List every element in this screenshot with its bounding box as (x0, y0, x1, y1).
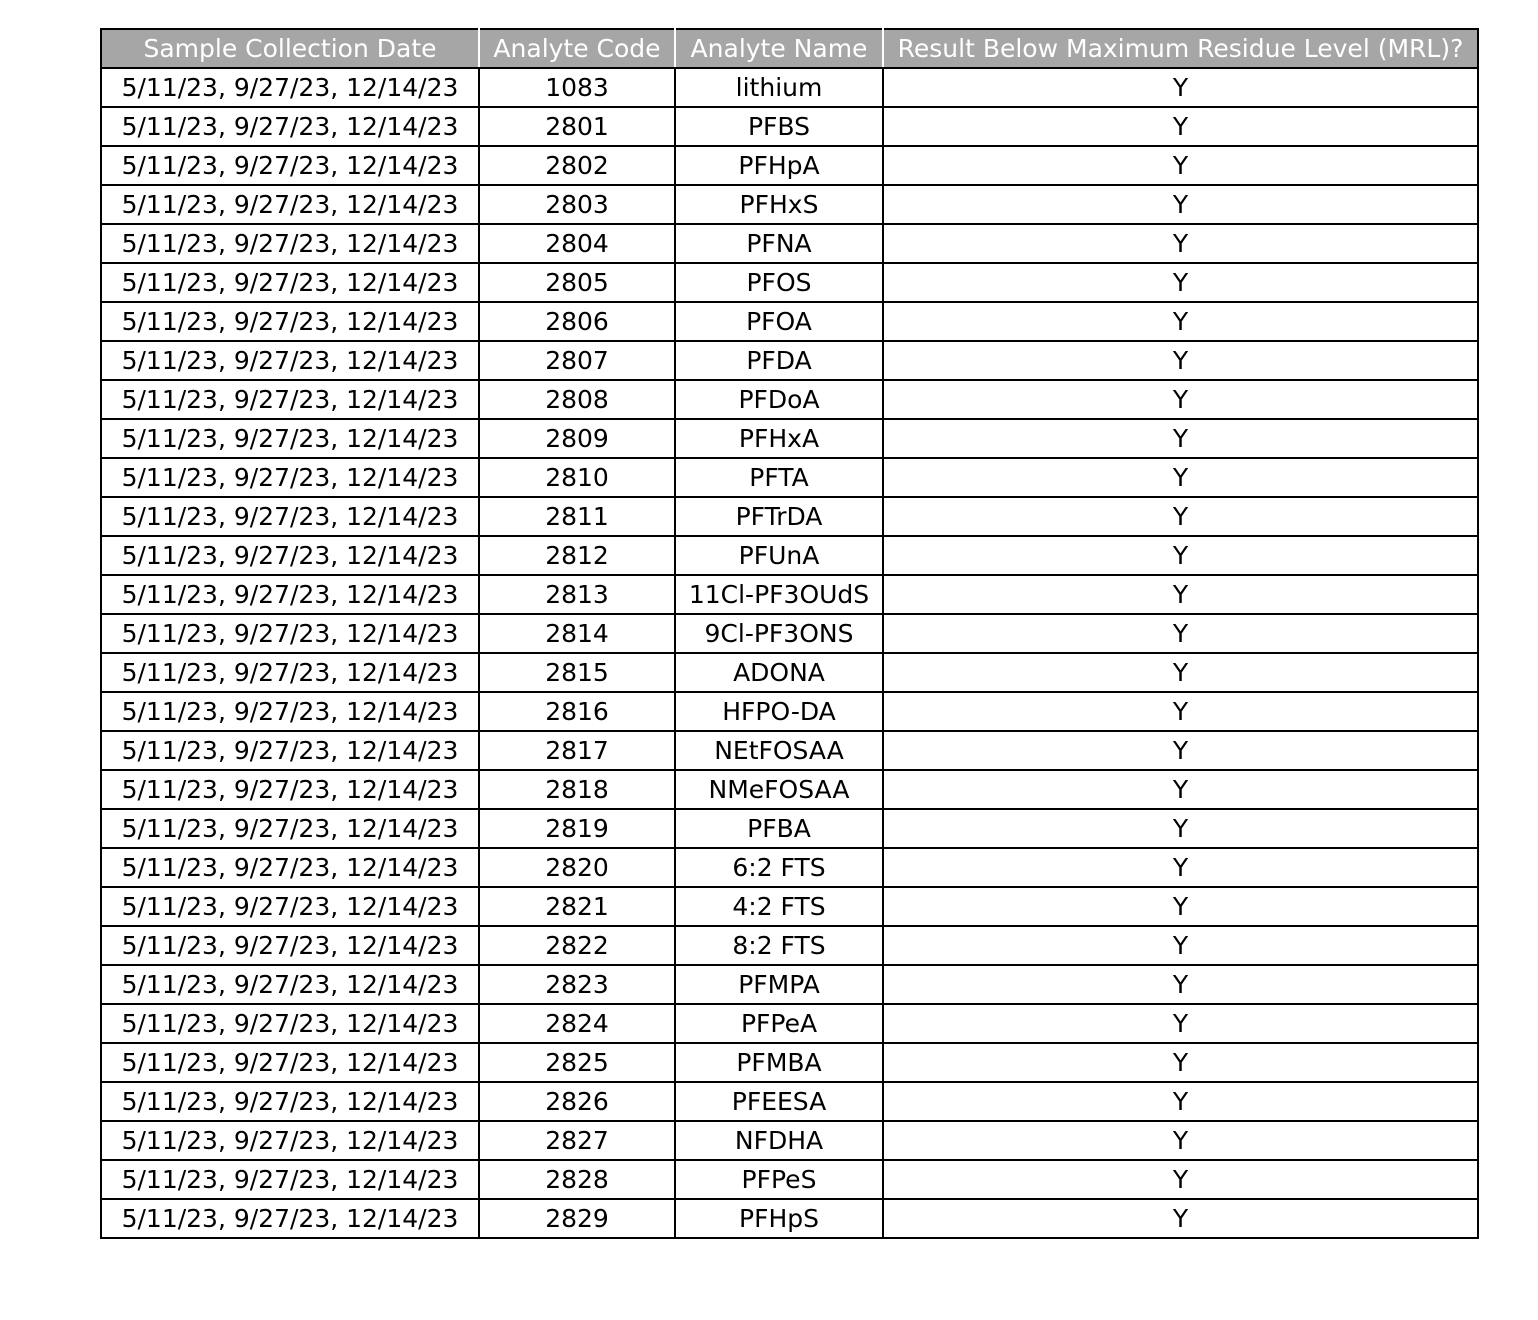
sample-date-cell: 5/11/23, 9/27/23, 12/14/23 (101, 1160, 479, 1199)
analyte-code-cell: 2801 (479, 107, 675, 146)
analyte-code-cell: 1083 (479, 68, 675, 107)
header-analyte-code: Analyte Code (479, 29, 675, 68)
analyte-code-cell: 2826 (479, 1082, 675, 1121)
analyte-name-cell: PFUnA (675, 536, 883, 575)
analyte-code-cell: 2807 (479, 341, 675, 380)
sample-date-cell: 5/11/23, 9/27/23, 12/14/23 (101, 965, 479, 1004)
result-below-mrl-cell: Y (883, 1004, 1478, 1043)
result-below-mrl-cell: Y (883, 380, 1478, 419)
sample-date-cell: 5/11/23, 9/27/23, 12/14/23 (101, 809, 479, 848)
sample-date-cell: 5/11/23, 9/27/23, 12/14/23 (101, 1199, 479, 1238)
result-below-mrl-cell: Y (883, 185, 1478, 224)
analyte-code-cell: 2815 (479, 653, 675, 692)
result-below-mrl-cell: Y (883, 302, 1478, 341)
analyte-name-cell: 6:2 FTS (675, 848, 883, 887)
result-below-mrl-cell: Y (883, 731, 1478, 770)
analyte-code-cell: 2813 (479, 575, 675, 614)
header-row (101, 29, 1478, 68)
result-below-mrl-cell: Y (883, 692, 1478, 731)
table-row (101, 68, 1478, 107)
sample-date-cell: 5/11/23, 9/27/23, 12/14/23 (101, 614, 479, 653)
sample-date-cell: 5/11/23, 9/27/23, 12/14/23 (101, 185, 479, 224)
result-below-mrl-cell: Y (883, 614, 1478, 653)
analyte-name-cell: PFBS (675, 107, 883, 146)
result-below-mrl-cell: Y (883, 536, 1478, 575)
result-below-mrl-cell: Y (883, 1199, 1478, 1238)
table-row (101, 809, 1478, 848)
analyte-name-cell: PFOA (675, 302, 883, 341)
result-below-mrl-cell: Y (883, 263, 1478, 302)
table-row (101, 848, 1478, 887)
table-row (101, 458, 1478, 497)
header-analyte-name: Analyte Name (675, 29, 883, 68)
result-below-mrl-cell: Y (883, 419, 1478, 458)
analyte-name-cell: PFHxS (675, 185, 883, 224)
analyte-code-cell: 2828 (479, 1160, 675, 1199)
table-row (101, 380, 1478, 419)
sample-date-cell: 5/11/23, 9/27/23, 12/14/23 (101, 224, 479, 263)
analyte-code-cell: 2820 (479, 848, 675, 887)
analyte-code-cell: 2824 (479, 1004, 675, 1043)
result-below-mrl-cell: Y (883, 887, 1478, 926)
analyte-name-cell: PFDoA (675, 380, 883, 419)
analyte-code-cell: 2808 (479, 380, 675, 419)
sample-date-cell: 5/11/23, 9/27/23, 12/14/23 (101, 536, 479, 575)
table-row (101, 965, 1478, 1004)
analyte-name-cell: PFPeA (675, 1004, 883, 1043)
result-below-mrl-cell: Y (883, 965, 1478, 1004)
analyte-code-cell: 2819 (479, 809, 675, 848)
analyte-code-cell: 2825 (479, 1043, 675, 1082)
analyte-code-cell: 2812 (479, 536, 675, 575)
result-below-mrl-cell: Y (883, 653, 1478, 692)
analyte-name-cell: ADONA (675, 653, 883, 692)
analyte-name-cell: PFHxA (675, 419, 883, 458)
table-row (101, 1004, 1478, 1043)
result-below-mrl-cell: Y (883, 146, 1478, 185)
sample-date-cell: 5/11/23, 9/27/23, 12/14/23 (101, 146, 479, 185)
sample-date-cell: 5/11/23, 9/27/23, 12/14/23 (101, 341, 479, 380)
table-row (101, 1199, 1478, 1238)
table-row (101, 536, 1478, 575)
sample-date-cell: 5/11/23, 9/27/23, 12/14/23 (101, 1082, 479, 1121)
result-below-mrl-cell: Y (883, 497, 1478, 536)
sample-date-cell: 5/11/23, 9/27/23, 12/14/23 (101, 926, 479, 965)
results-table (100, 28, 1479, 1239)
table-row (101, 224, 1478, 263)
table-row (101, 497, 1478, 536)
sample-date-cell: 5/11/23, 9/27/23, 12/14/23 (101, 1121, 479, 1160)
table-row (101, 575, 1478, 614)
result-below-mrl-cell: Y (883, 224, 1478, 263)
analyte-code-cell: 2829 (479, 1199, 675, 1238)
analyte-name-cell: PFNA (675, 224, 883, 263)
analyte-name-cell: PFHpS (675, 1199, 883, 1238)
analyte-name-cell: 9Cl-PF3ONS (675, 614, 883, 653)
analyte-name-cell: HFPO-DA (675, 692, 883, 731)
result-below-mrl-cell: Y (883, 1121, 1478, 1160)
analyte-name-cell: PFHpA (675, 146, 883, 185)
table-row (101, 263, 1478, 302)
analyte-name-cell: 11Cl-PF3OUdS (675, 575, 883, 614)
sample-date-cell: 5/11/23, 9/27/23, 12/14/23 (101, 1004, 479, 1043)
table-header (101, 29, 1478, 68)
analyte-name-cell: 4:2 FTS (675, 887, 883, 926)
table-row (101, 302, 1478, 341)
sample-date-cell: 5/11/23, 9/27/23, 12/14/23 (101, 380, 479, 419)
result-below-mrl-cell: Y (883, 575, 1478, 614)
sample-date-cell: 5/11/23, 9/27/23, 12/14/23 (101, 302, 479, 341)
sample-date-cell: 5/11/23, 9/27/23, 12/14/23 (101, 107, 479, 146)
analyte-code-cell: 2805 (479, 263, 675, 302)
result-below-mrl-cell: Y (883, 107, 1478, 146)
analyte-code-cell: 2823 (479, 965, 675, 1004)
table-row (101, 926, 1478, 965)
table-row (101, 1082, 1478, 1121)
analyte-name-cell: NEtFOSAA (675, 731, 883, 770)
analyte-name-cell: PFBA (675, 809, 883, 848)
analyte-name-cell: NFDHA (675, 1121, 883, 1160)
table-row (101, 770, 1478, 809)
table-row (101, 614, 1478, 653)
table-row (101, 653, 1478, 692)
result-below-mrl-cell: Y (883, 1043, 1478, 1082)
analyte-name-cell: PFDA (675, 341, 883, 380)
analyte-code-cell: 2818 (479, 770, 675, 809)
header-result-below-mrl: Result Below Maximum Residue Level (MRL)? (883, 29, 1478, 68)
sample-date-cell: 5/11/23, 9/27/23, 12/14/23 (101, 263, 479, 302)
analyte-code-cell: 2811 (479, 497, 675, 536)
analyte-code-cell: 2814 (479, 614, 675, 653)
analyte-code-cell: 2803 (479, 185, 675, 224)
result-below-mrl-cell: Y (883, 848, 1478, 887)
analyte-name-cell: PFEESA (675, 1082, 883, 1121)
result-below-mrl-cell: Y (883, 770, 1478, 809)
analyte-name-cell: PFTA (675, 458, 883, 497)
analyte-name-cell: PFOS (675, 263, 883, 302)
result-below-mrl-cell: Y (883, 341, 1478, 380)
analyte-code-cell: 2821 (479, 887, 675, 926)
sample-date-cell: 5/11/23, 9/27/23, 12/14/23 (101, 575, 479, 614)
result-below-mrl-cell: Y (883, 1160, 1478, 1199)
table-row (101, 107, 1478, 146)
table-row (101, 146, 1478, 185)
table-row (101, 341, 1478, 380)
table-row (101, 419, 1478, 458)
header-sample-collection-date: Sample Collection Date (101, 29, 479, 68)
analyte-code-cell: 2827 (479, 1121, 675, 1160)
analyte-name-cell: PFMPA (675, 965, 883, 1004)
table-row (101, 1121, 1478, 1160)
sample-date-cell: 5/11/23, 9/27/23, 12/14/23 (101, 692, 479, 731)
analyte-name-cell: lithium (675, 68, 883, 107)
analyte-code-cell: 2810 (479, 458, 675, 497)
sample-date-cell: 5/11/23, 9/27/23, 12/14/23 (101, 68, 479, 107)
table-body (101, 68, 1478, 1238)
table-row (101, 731, 1478, 770)
result-below-mrl-cell: Y (883, 926, 1478, 965)
table-row (101, 185, 1478, 224)
analyte-code-cell: 2809 (479, 419, 675, 458)
result-below-mrl-cell: Y (883, 68, 1478, 107)
result-below-mrl-cell: Y (883, 809, 1478, 848)
result-below-mrl-cell: Y (883, 1082, 1478, 1121)
analyte-name-cell: NMeFOSAA (675, 770, 883, 809)
table-row (101, 1043, 1478, 1082)
analyte-code-cell: 2802 (479, 146, 675, 185)
analyte-code-cell: 2817 (479, 731, 675, 770)
sample-date-cell: 5/11/23, 9/27/23, 12/14/23 (101, 770, 479, 809)
analyte-code-cell: 2822 (479, 926, 675, 965)
table-row (101, 1160, 1478, 1199)
analyte-name-cell: PFTrDA (675, 497, 883, 536)
sample-date-cell: 5/11/23, 9/27/23, 12/14/23 (101, 497, 479, 536)
analyte-name-cell: 8:2 FTS (675, 926, 883, 965)
analyte-code-cell: 2804 (479, 224, 675, 263)
sample-date-cell: 5/11/23, 9/27/23, 12/14/23 (101, 848, 479, 887)
table-row (101, 887, 1478, 926)
table-row (101, 692, 1478, 731)
sample-date-cell: 5/11/23, 9/27/23, 12/14/23 (101, 1043, 479, 1082)
analyte-name-cell: PFPeS (675, 1160, 883, 1199)
sample-date-cell: 5/11/23, 9/27/23, 12/14/23 (101, 653, 479, 692)
analyte-name-cell: PFMBA (675, 1043, 883, 1082)
sample-date-cell: 5/11/23, 9/27/23, 12/14/23 (101, 887, 479, 926)
sample-date-cell: 5/11/23, 9/27/23, 12/14/23 (101, 419, 479, 458)
sample-date-cell: 5/11/23, 9/27/23, 12/14/23 (101, 731, 479, 770)
analyte-code-cell: 2816 (479, 692, 675, 731)
result-below-mrl-cell: Y (883, 458, 1478, 497)
analyte-code-cell: 2806 (479, 302, 675, 341)
sample-date-cell: 5/11/23, 9/27/23, 12/14/23 (101, 458, 479, 497)
